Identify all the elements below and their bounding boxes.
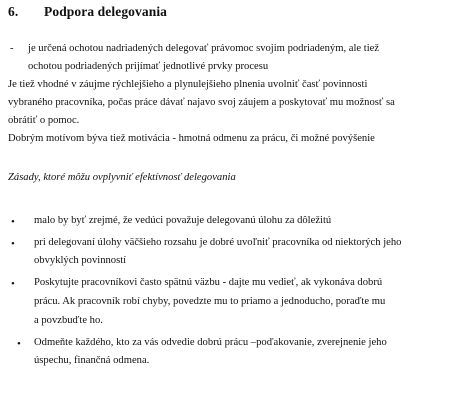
paragraph-1-line-3: obrátiť o pomoc. [8,115,80,126]
section-heading [8,5,167,19]
principles-subheading: Zásady, ktoré môžu ovplyvniť efektívnosť delegovania [8,172,236,183]
bullet-4-line-2: úspechu, finančná odmena. [34,355,150,366]
paragraph-1-line-1: Je tiež vhodné v záujme rýchlejšieho a plynulejšieho plnenia uvolniť časť povinnosti [8,79,368,90]
bullet-marker: • [11,216,15,228]
bullet-2-line-1: pri delegovaní úlohy väčšieho rozsahu je dobré uvoľniť pracovníka od niektorých jeho [34,237,402,248]
bullet-marker: • [17,338,21,350]
bullet-4-line-1: Odmeňte každého, kto za vás odvedie dobrú prácu –poďakovanie, zverejnenie jeho [34,337,387,348]
section-number: 6. [8,4,19,19]
bullet-marker: • [11,278,15,290]
bullet-3-line-3: a povzbuďte ho. [34,315,103,326]
paragraph-1-line-2: vybraného pracovníka, počas práce dávať najavo svoj záujem a poskytovať mu možnosť sa [8,97,395,108]
bullet-3-line-1: Poskytujte pracovníkovi často spätnú väzbu - dajte mu vedieť, ak vykonáva dobrú [34,277,383,288]
bullet-2-line-2: obvyklých povinností [34,255,127,266]
section-title: Podpora delegovania [44,4,168,19]
bullet-3-line-2: prácu. Ak pracovník robí chyby, povedzte mu to priamo a jednoducho, poraďte mu [34,296,386,307]
dash-marker: - [10,43,14,54]
dash-item-line-1: je určená ochotou nadriadených delegovať právomoc svojim podriadeným, ale tiež [28,43,380,54]
bullet-marker: • [11,238,15,250]
paragraph-2: Dobrým motívom býva tiež motivácia - hmotná odmenu za prácu, či možné povýšenie [8,133,375,144]
bullet-1-line-1: malo by byť zrejmé, že vedúci považuje delegovanú úlohu za dôležitú [34,215,332,226]
dash-item-line-2: ochotou podriadených prijímať jednotlivé prvky procesu [28,61,269,72]
